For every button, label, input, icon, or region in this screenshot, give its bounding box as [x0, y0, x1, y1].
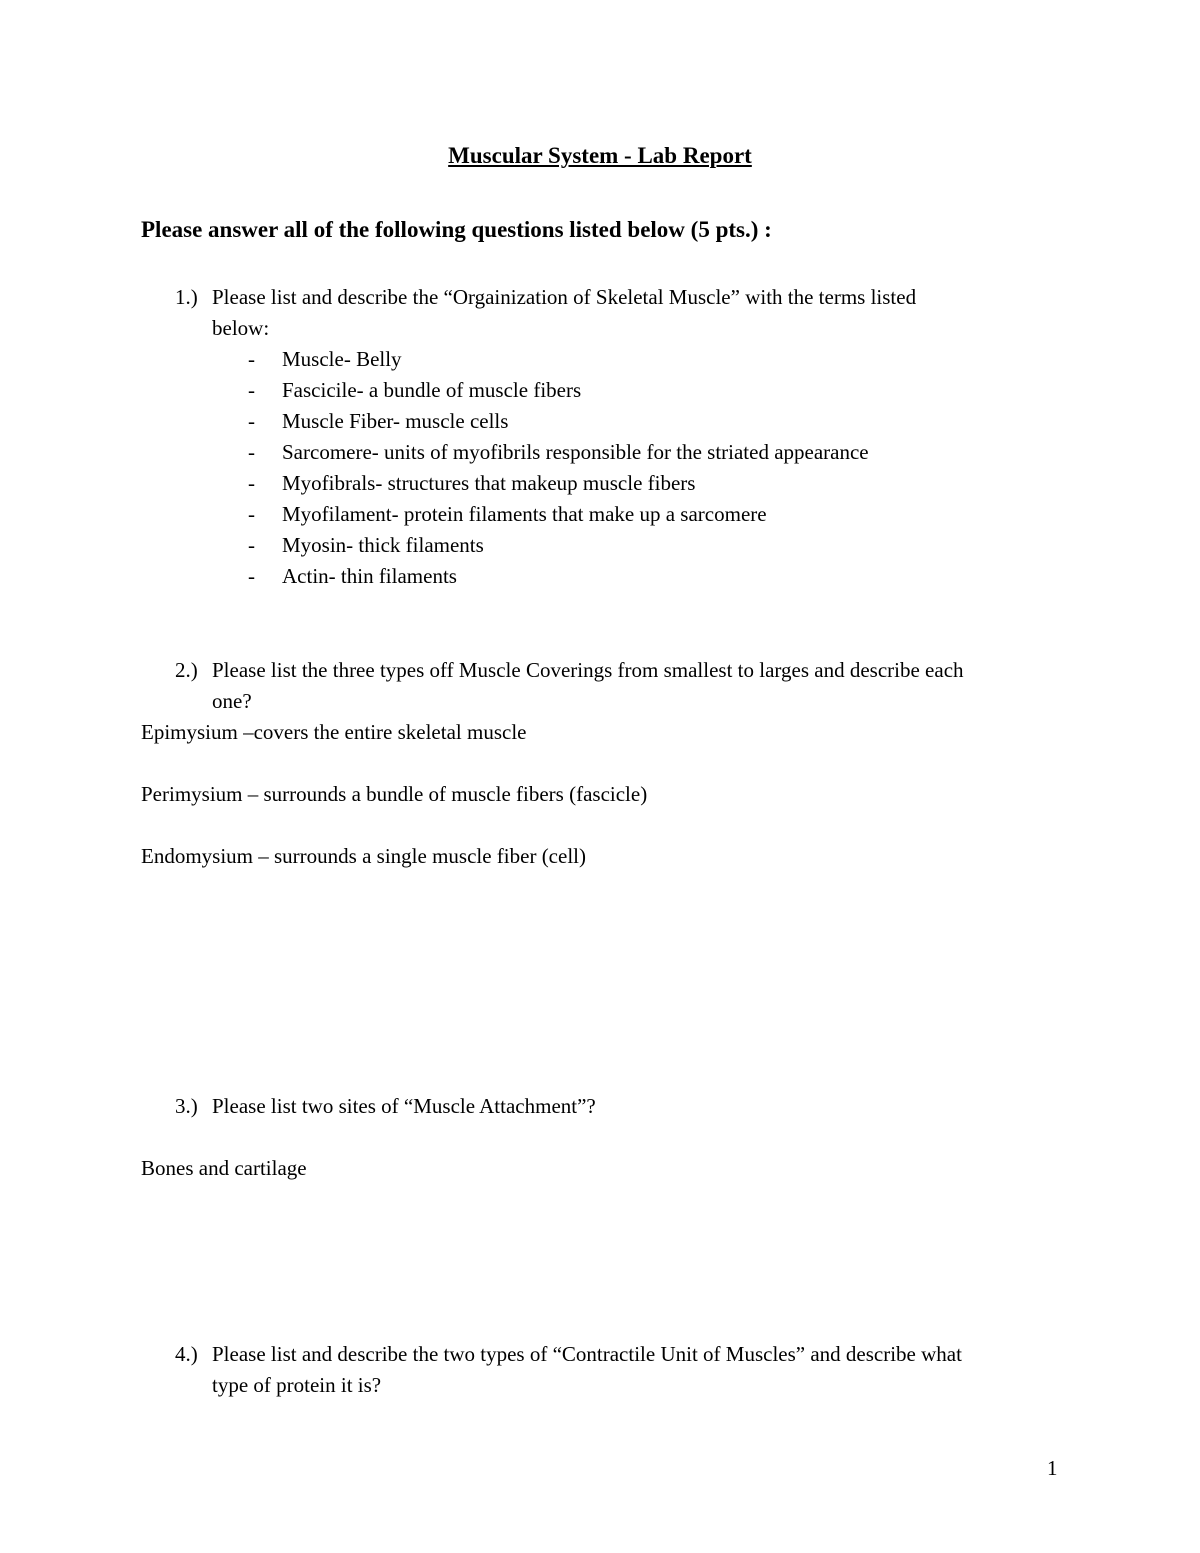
question-text: Please list two sites of “Muscle Attachment”? — [212, 1094, 596, 1118]
question-text: one? — [212, 689, 252, 713]
list-bullet: - — [248, 440, 255, 464]
list-bullet: - — [248, 564, 255, 588]
instructions-heading: Please answer all of the following questions listed below (5 pts.) : — [141, 217, 772, 242]
question-text: below: — [212, 316, 270, 340]
list-bullet: - — [248, 409, 255, 433]
answer-text: Epimysium –covers the entire skeletal muscle — [141, 720, 527, 744]
list-item: Myofibrals- structures that makeup muscle fibers — [282, 471, 696, 495]
question-number: 3.) — [175, 1094, 198, 1118]
list-bullet: - — [248, 533, 255, 557]
answer-text: Bones and cartilage — [141, 1156, 307, 1180]
list-bullet: - — [248, 502, 255, 526]
list-item: Myosin- thick filaments — [282, 533, 484, 557]
answer-text: Perimysium – surrounds a bundle of muscle fibers (fascicle) — [141, 782, 648, 806]
list-bullet: - — [248, 347, 255, 371]
question-number: 4.) — [175, 1342, 198, 1366]
list-bullet: - — [248, 378, 255, 402]
list-item: Muscle Fiber- muscle cells — [282, 409, 509, 433]
list-item: Myofilament- protein filaments that make up a sarcomere — [282, 502, 767, 526]
question-number: 2.) — [175, 658, 198, 682]
list-item: Actin- thin filaments — [282, 564, 457, 588]
question-number: 1.) — [175, 285, 198, 309]
list-bullet: - — [248, 471, 255, 495]
question-text: type of protein it is? — [212, 1373, 382, 1397]
question-text: Please list and describe the “Orgainization of Skeletal Muscle” with the terms listed — [212, 285, 917, 309]
question-text: Please list the three types off Muscle Coverings from smallest to larges and describe each — [212, 658, 964, 682]
page-number: 1 — [1047, 1456, 1058, 1480]
list-item: Sarcomere- units of myofibrils responsible for the striated appearance — [282, 440, 869, 464]
list-item: Fascicile- a bundle of muscle fibers — [282, 378, 582, 402]
question-text: Please list and describe the two types of “Contractile Unit of Muscles” and describe what — [212, 1342, 962, 1366]
answer-text: Endomysium – surrounds a single muscle fiber (cell) — [141, 844, 586, 868]
list-item: Muscle- Belly — [282, 347, 402, 371]
document-title: Muscular System - Lab Report — [448, 143, 752, 168]
